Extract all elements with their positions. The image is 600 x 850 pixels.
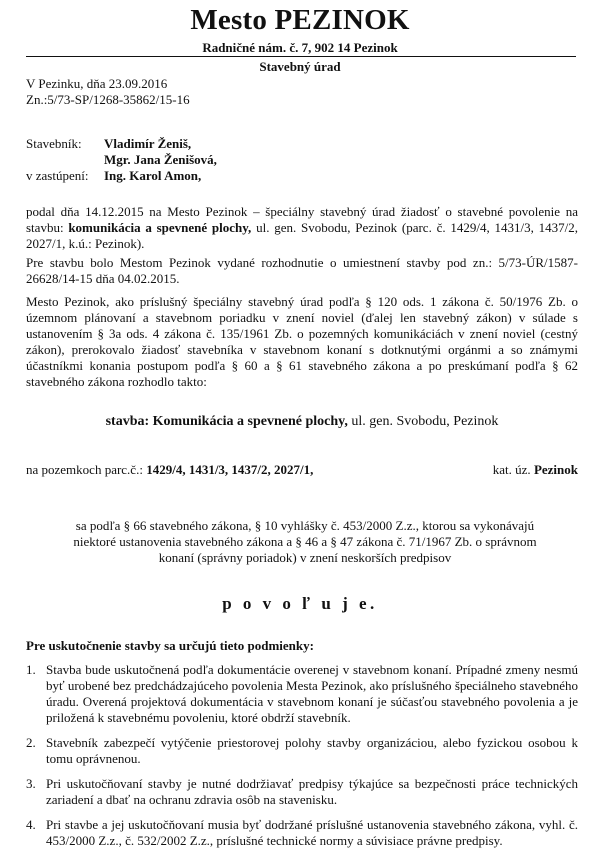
parcel-values: 1429/4, 1431/3, 1437/2, 2027/1, bbox=[146, 462, 314, 477]
application-paragraph bbox=[26, 204, 578, 252]
condition-text: Pri stavbe a jej uskutočňovaní musia byť dodržané príslušné ustanovenia stavebného zákona, vyhl. č. 453/2000 Z.z., č. 532/2002 Z.z., príslušné technické normy a súvisiace právne predpisy. bbox=[46, 817, 578, 848]
list-item bbox=[26, 776, 578, 808]
header-divider bbox=[26, 56, 576, 57]
project-line bbox=[26, 414, 578, 430]
reference-number: Zn.:5/73-SP/1268-35862/15-16 bbox=[26, 92, 190, 107]
conditions-heading: Pre uskutočnenie stavby sa určujú tieto podmienky: bbox=[26, 638, 314, 653]
conditions-list bbox=[26, 662, 578, 849]
office-address: Radničné nám. č. 7, 902 14 Pezinok bbox=[202, 40, 398, 55]
project-name: Komunikácia a spevnené plochy, bbox=[152, 414, 348, 429]
builder-name-2: Mgr. Jana Ženišová, bbox=[104, 152, 217, 167]
cadastral-line bbox=[26, 462, 578, 478]
builder-name-1: Vladimír Ženiš, bbox=[104, 136, 192, 151]
place-date: V Pezinku, dňa 23.09.2016 bbox=[26, 76, 168, 91]
application-text-end: ul. gen. Svobodu, Pezinok (parc. č. 1429/4, 1431/3, 1437/2, 2027/1, k.ú.: Pezinok). bbox=[26, 220, 578, 251]
project-location: ul. gen. Svobodu, Pezinok bbox=[347, 414, 499, 429]
legal-basis-paragraph: sa podľa § 66 stavebného zákona, § 10 vyhlášky č. 453/2000 Z.z., ktorou sa vykonávajú niektoré ustanovenia stavebného zákona a § 46 a § 47 zákona č. 71/1967 Zb. o správnom konaní (správny poriadok) v znení neskorších predpisov bbox=[73, 518, 537, 565]
representative-label: v zastúpení: bbox=[26, 168, 89, 183]
condition-text: Pri uskutočňovaní stavby je nutné dodržiavať predpisy týkajúce sa bezpečnosti práce technických zariadení a dbať na ochranu zdravia osôb na stavenisku. bbox=[46, 776, 578, 807]
parcel-label: na pozemkoch parc.č.: bbox=[26, 462, 147, 477]
condition-text: Stavebník zabezpečí vytýčenie priestorovej polohy stavby organizáciou, alebo fyzickou osobou k tomu oprávnenou. bbox=[46, 735, 578, 766]
condition-number: 3. bbox=[26, 776, 36, 791]
condition-number: 2. bbox=[26, 735, 36, 750]
project-label: stavba: bbox=[105, 414, 150, 429]
application-project-name: komunikácia a spevnené plochy, bbox=[68, 220, 252, 235]
zoning-paragraph: Pre stavbu bolo Mestom Pezinok vydané rozhodnutie o umiestnení stavby pod zn.: 5/73-ÚR/1587-26628/14-15 dňa 04.02.2015. bbox=[26, 255, 578, 286]
condition-number: 1. bbox=[26, 662, 36, 677]
builder-label: Stavebník: bbox=[26, 136, 82, 151]
condition-number: 4. bbox=[26, 817, 36, 832]
application-text: podal dňa 14.12.2015 na Mesto Pezinok – špeciálny stavebný úrad žiadosť o stavebné povolenie na stavbu: bbox=[26, 204, 578, 235]
decision-basis-paragraph: Mesto Pezinok, ako príslušný špeciálny stavebný úrad podľa § 120 ods. 1 zákona č. 50/1976 Zb. o územnom plánovaní a stavebnom poriadku v znení noviel (ďalej len stavebný zákon) v súlade s ustanovením § 3a ods. 4 zákona č. 135/1961 Zb. o pozemných komunikáciách v znení noviel (cestný zákon), prerokovalo žiadosť stavebníka v stavebnom konaní s dotknutými orgánmi a so známymi účastníkmi konania postupom podľa § 60 a § 61 stavebného zákona a po preskúmaní podľa § 62 stavebného zákona rozhodlo takto: bbox=[26, 294, 578, 389]
list-item bbox=[26, 735, 578, 767]
representative-name: Ing. Karol Amon, bbox=[104, 168, 202, 183]
document-title: Mesto PEZINOK bbox=[190, 4, 410, 36]
office-name: Stavebný úrad bbox=[259, 59, 341, 74]
list-item bbox=[26, 817, 578, 849]
decision-verdict: p o v o ľ u j e. bbox=[222, 594, 378, 613]
list-item bbox=[26, 662, 578, 726]
condition-text: Stavba bude uskutočnená podľa dokumentácie overenej v stavebnom konaní. Prípadné zmeny nesmú byť urobené bez predchádzajúceho povolenia Mesta Pezinok, ako príslušného špeciálneho stavebného úradu. Overená projektová dokumentácia v stavebnom konaní je súčasťou stavebného povolenia a je priložená k stavebnému povoleniu, ktoré obdrží stavebník. bbox=[46, 662, 578, 725]
cadastral-label: kat. úz. bbox=[492, 462, 534, 477]
cadastral-value: Pezinok bbox=[533, 462, 578, 477]
